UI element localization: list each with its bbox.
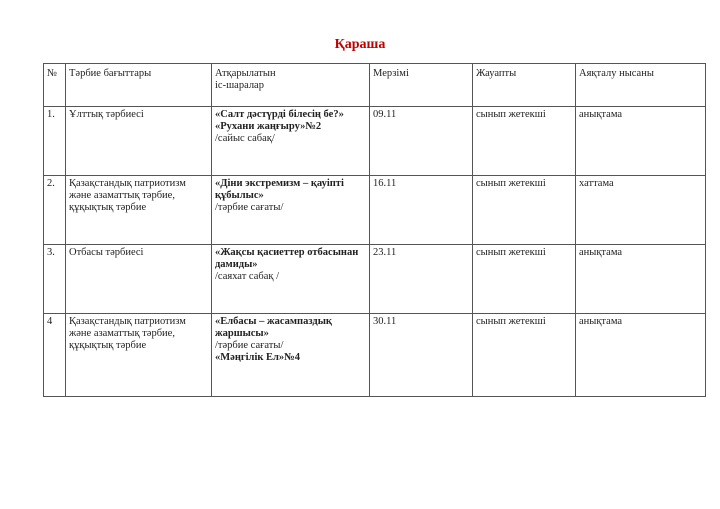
event-title: «Жақсы қасиеттер отбасынан дамиды» bbox=[215, 247, 359, 270]
row-direction: Қазақстандық патриотизм және азаматтық тәрбие, құқықтық тәрбие bbox=[66, 176, 212, 245]
education-plan-table bbox=[43, 63, 706, 397]
row-result-form: хаттама bbox=[576, 176, 706, 245]
header-responsible: Жауапты bbox=[473, 64, 576, 107]
row-date: 16.11 bbox=[370, 176, 473, 245]
row-direction: Ұлттық тәрбиесі bbox=[66, 107, 212, 176]
table-row bbox=[44, 107, 706, 176]
row-event bbox=[212, 245, 370, 314]
page-title: Қараша bbox=[334, 37, 386, 52]
row-num: 3. bbox=[44, 245, 66, 314]
row-date: 09.11 bbox=[370, 107, 473, 176]
event-format: /сайыс сабақ/ bbox=[215, 133, 275, 144]
row-event bbox=[212, 314, 370, 397]
row-num: 1. bbox=[44, 107, 66, 176]
table-row bbox=[44, 245, 706, 314]
header-date: Мерзімі bbox=[370, 64, 473, 107]
row-direction: Қазақстандық патриотизм және азаматтық тәрбие, құқықтық тәрбие bbox=[66, 314, 212, 397]
row-responsible: сынып жетекші bbox=[473, 176, 576, 245]
event-title: «Елбасы – жасампаздық жаршысы» bbox=[215, 316, 332, 339]
row-responsible: сынып жетекші bbox=[473, 314, 576, 397]
row-date: 30.11 bbox=[370, 314, 473, 397]
table-header-row bbox=[44, 64, 706, 107]
row-result-form: анықтама bbox=[576, 107, 706, 176]
header-num: № bbox=[44, 64, 66, 107]
row-result-form: анықтама bbox=[576, 245, 706, 314]
event-format: /тәрбие сағаты/ bbox=[215, 340, 284, 351]
row-responsible: сынып жетекші bbox=[473, 245, 576, 314]
event-program: «Мәңгілік Ел»№4 bbox=[215, 352, 300, 363]
row-date: 23.11 bbox=[370, 245, 473, 314]
table-row bbox=[44, 314, 706, 397]
row-result-form: анықтама bbox=[576, 314, 706, 397]
row-num: 4 bbox=[44, 314, 66, 397]
event-format: /тәрбие сағаты/ bbox=[215, 202, 284, 213]
header-result-form: Аяқталу нысаны bbox=[576, 64, 706, 107]
table-row bbox=[44, 176, 706, 245]
row-num: 2. bbox=[44, 176, 66, 245]
event-title: «Салт дәстүрді білесің бе?» «Рухани жаңғыру»№2 bbox=[215, 109, 344, 132]
event-format: /саяхат сабақ / bbox=[215, 271, 280, 282]
header-direction: Тәрбие бағыттары bbox=[66, 64, 212, 107]
row-direction: Отбасы тәрбиесі bbox=[66, 245, 212, 314]
row-responsible: сынып жетекші bbox=[473, 107, 576, 176]
event-title: «Діни экстремизм – қауіпті құбылыс» bbox=[215, 178, 344, 201]
header-event: Атқарылатын іс-шаралар bbox=[212, 64, 370, 107]
row-event bbox=[212, 176, 370, 245]
row-event bbox=[212, 107, 370, 176]
